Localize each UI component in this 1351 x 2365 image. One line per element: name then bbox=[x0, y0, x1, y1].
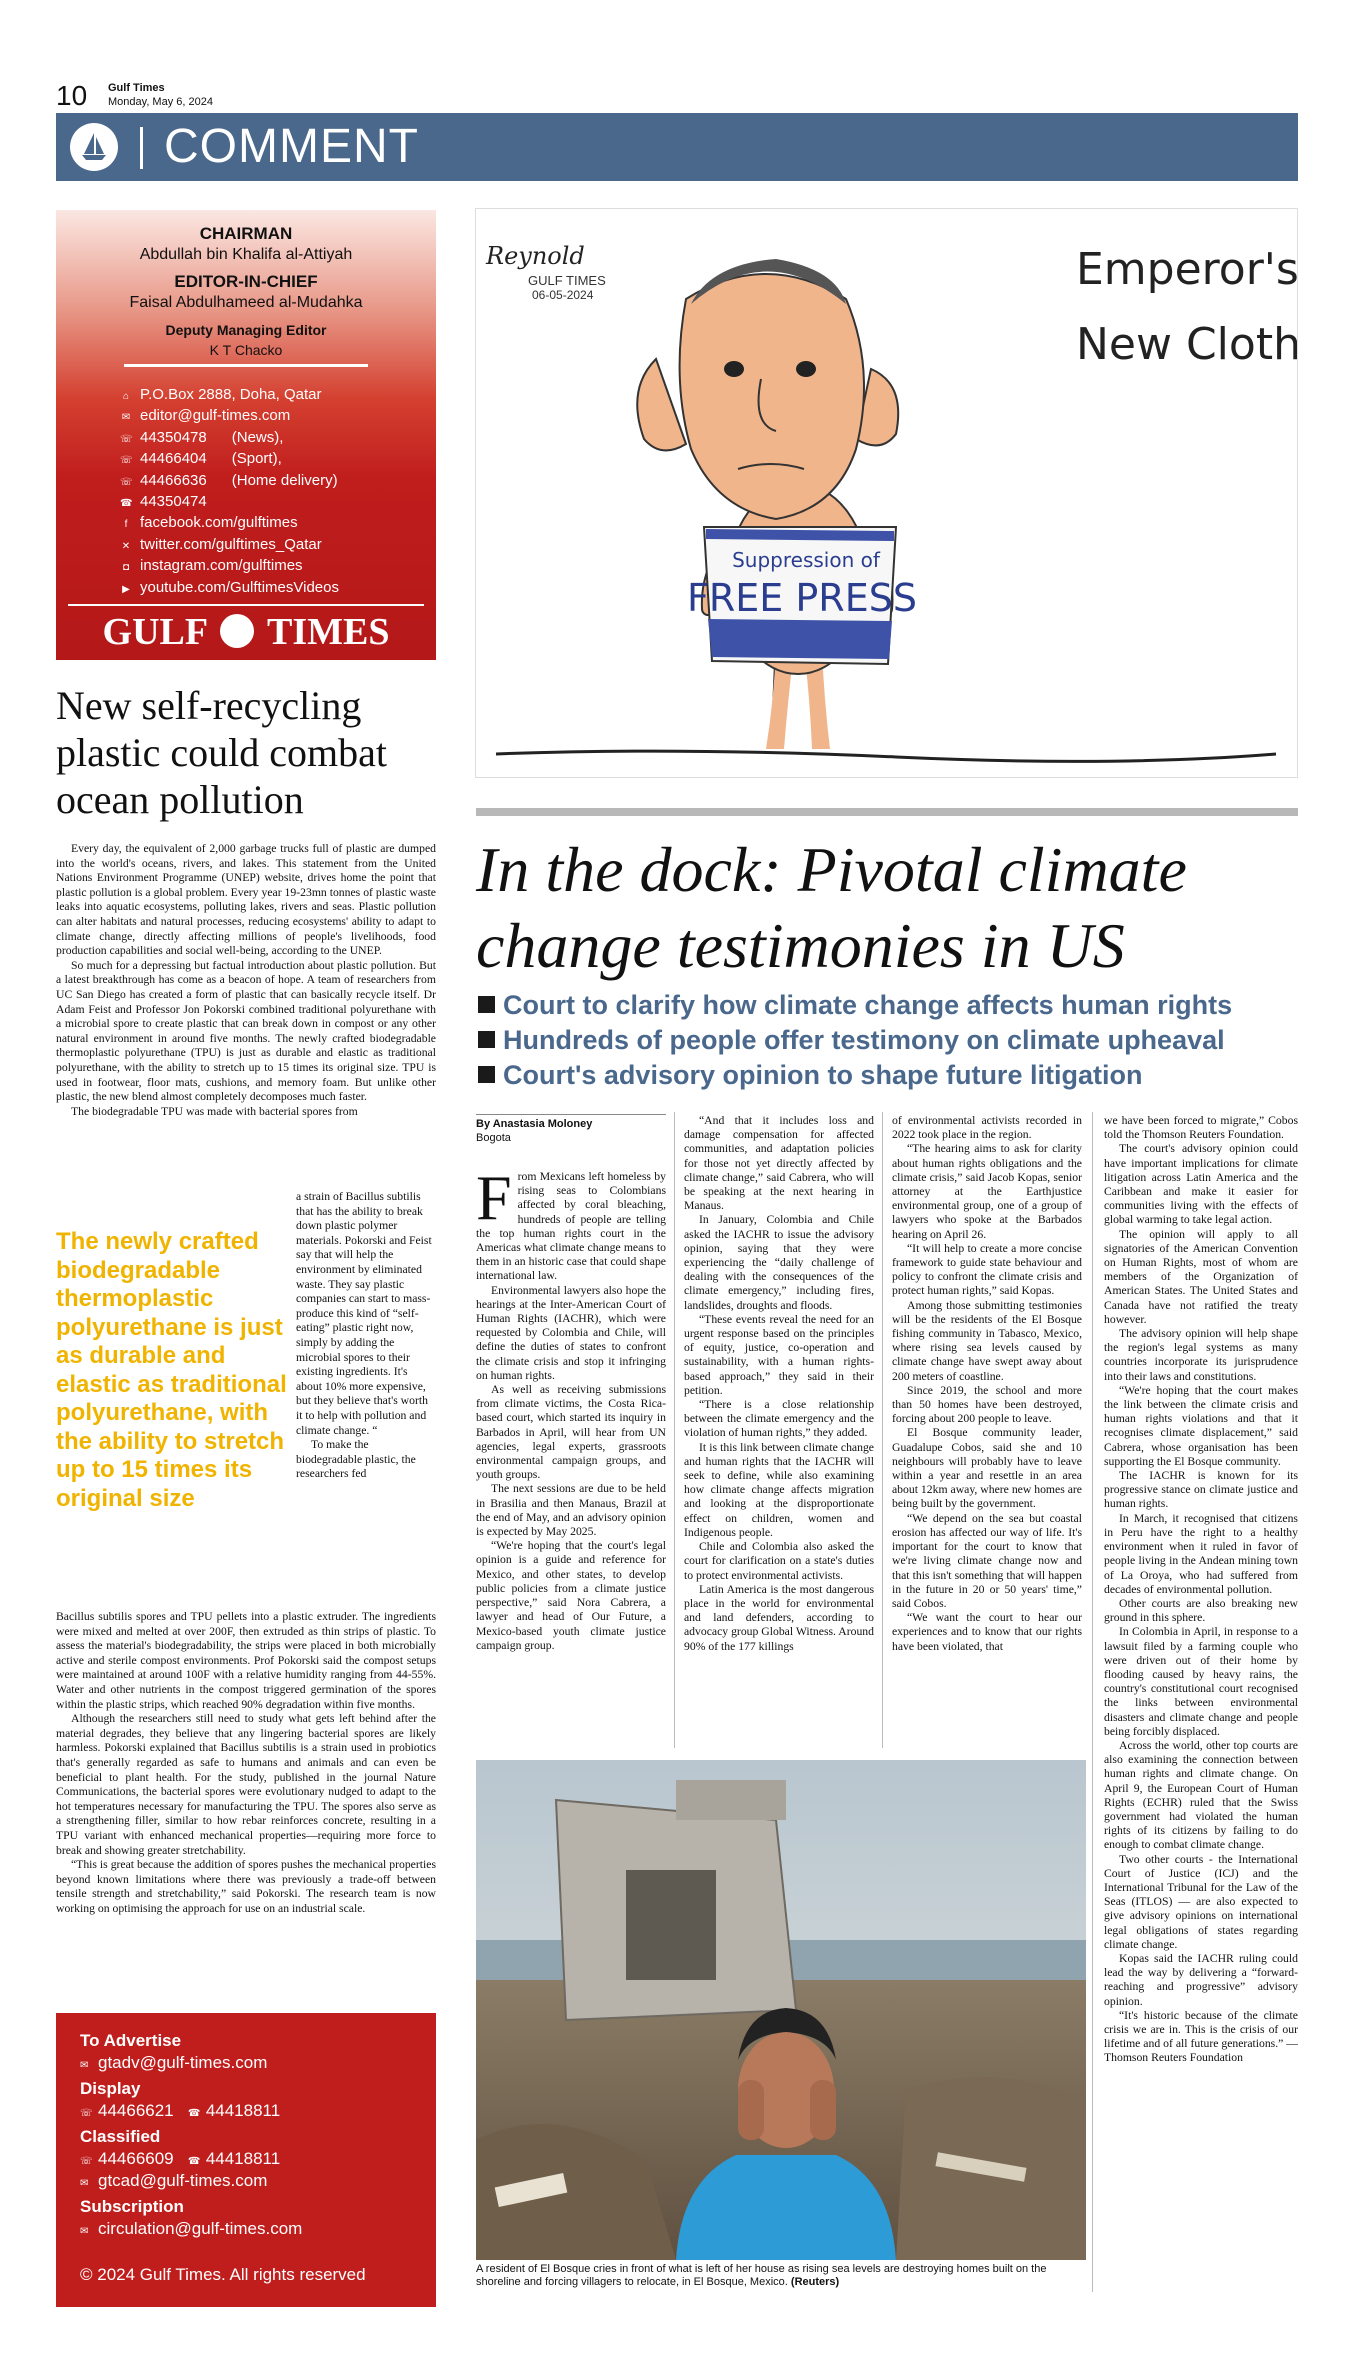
article-para-text: rom Mexicans left homeless by rising seas to Colombians affected by coral bleaching, hundreds of people are telling the top human rights court in the Americas what climate change means to them in an historic case that could shape international law. bbox=[476, 1170, 666, 1283]
article-para: It is this link between climate change and human rights that the IACHR will seek to define, while also examining how climate change affects migration and looking at the disproportionate effect on children, women and Indigenous people. bbox=[684, 1440, 874, 1539]
contact-row bbox=[120, 536, 322, 553]
display-title: Display bbox=[80, 2079, 141, 2098]
article-para: Kopas said the IACHR ruling could lead the way by delivering a “forward-reaching and progressive” advisory opinion. bbox=[1104, 1951, 1298, 2008]
contact-row bbox=[120, 557, 303, 574]
article-para: Environmental lawyers also hope the hearings at the Inter-American Court of Human Rights (IACHR), which were requested by Colombia and Chile, will define the duties of states to confront the climate crisis and stop it infringing on human rights. bbox=[476, 1283, 666, 1382]
section-bar bbox=[56, 113, 1298, 181]
bullet-text: Court to clarify how climate change affects human rights bbox=[503, 990, 1233, 1020]
facebook-icon: f bbox=[124, 519, 128, 531]
phone-icon: ☏ bbox=[120, 476, 133, 488]
left-headline: New self-recycling plastic could combat ocean pollution bbox=[56, 683, 388, 822]
contact-row bbox=[120, 450, 282, 467]
article-para: Among those submitting testimonies will be the residents of the El Bosque fishing community in Tabasco, Mexico, where rising sea levels caused by climate change have swept away about 200 meters of coastline. bbox=[892, 1298, 1082, 1383]
fax-icon: ☎ bbox=[120, 498, 133, 509]
editor-name: Faisal Abdulhameed al-Mudahka bbox=[129, 294, 363, 311]
subscription-email bbox=[80, 2219, 302, 2239]
section-divider bbox=[140, 127, 143, 169]
article-para: “We depend on the sea but coastal erosion has affected our way of life. It's important for the court to know that we're living climate change now and that this isn't something that will happen in the future in 20 or 50 years' time,” said Cobos. bbox=[892, 1511, 1082, 1610]
x-icon: ✕ bbox=[121, 540, 131, 552]
email-icon: ✉ bbox=[121, 412, 131, 424]
subhead-bullet bbox=[478, 1025, 1225, 1056]
chairman-name: Abdullah bin Khalifa al-Attiyah bbox=[139, 246, 353, 263]
left-para: Bacillus subtilis spores and TPU pellets into a plastic extruder. The ingredients were mixed and melted at over 200F, then extruded as thin strips of plastic. To assess the material's biodegradability, the strips were placed in both microbially active and sterile compost environments. Prof Pokorski said the compost setups were maintained at around 100F with a relative humidity ranging from 44-55%. Water and other nutrients in the compost triggered germination of the spores within the plastic strips, which reached 90% degradation within five months. bbox=[56, 1610, 436, 1711]
article-column-3 bbox=[892, 1114, 1082, 1654]
advertise-box bbox=[56, 2013, 436, 2307]
classified-phone: 44466609 bbox=[98, 2149, 174, 2168]
article-para: Chile and Colombia also asked the court for clarification on a state's duties to protect environmental activists. bbox=[684, 1540, 874, 1582]
left-para: Although the researchers still need to study what gets left behind after the material degrades, they believe that any lingering bacterial spores are likely harmless. Pokorski explained that Bacillus subtilis is a strain used in probiotics that's generally regarded as safe to humans and animals and can even be beneficial to plant health. For the study, published in the journal Nature Communications, the bacterial spores were evolutionary nudged to adapt to the hot temperatures necessary for manufacturing the TPU. The spores also serve as a strengthening filler, similar to how rebar reinforces concrete, resulting in a TPU variant with enhanced mechanical properties—requiring more force to break and showing greater stretchability. bbox=[56, 1712, 436, 1857]
article-para: The IACHR is known for its progressive stance on climate justice and human rights. bbox=[1104, 1469, 1298, 1511]
column-rule bbox=[674, 1112, 675, 1748]
article-para: The opinion will apply to all signatories of the American Convention on Human Rights, most of whom are members of the Organization of American States. The United States and Canada have not ratified the treaty however. bbox=[1104, 1227, 1298, 1326]
contact-text: editor@gulf-times.com bbox=[140, 407, 291, 425]
phone-icon: ☏ bbox=[80, 2108, 93, 2119]
email-icon: ✉ bbox=[80, 2178, 89, 2189]
paper-name: Gulf Times bbox=[108, 82, 165, 94]
banner-line2: FREE PRESS bbox=[687, 576, 917, 620]
advertise-title: To Advertise bbox=[80, 2031, 182, 2050]
copyright: © 2024 Gulf Times. All rights reserved bbox=[80, 2265, 366, 2284]
classified-numbers bbox=[80, 2149, 280, 2169]
gulf-times-logo bbox=[56, 610, 436, 654]
article-para: “We're hoping that the court makes the link between the climate crisis and human rights violations and that it recognises climate displacement,” said Cabrera, whose organisation has been supporting the El Bosque community. bbox=[1104, 1383, 1298, 1468]
phone-icon: ☏ bbox=[120, 433, 133, 445]
masthead-box bbox=[56, 210, 436, 660]
deputy-title: Deputy Managing Editor bbox=[165, 322, 327, 338]
advertise-email bbox=[80, 2053, 267, 2073]
article-para: El Bosque community leader, Guadalupe Cobos, said she and 10 neighbours will probably have to leave within a year and resettle in an area about 12km away, where new homes are being built by the government. bbox=[892, 1426, 1082, 1511]
chairman-title: CHAIRMAN bbox=[199, 224, 293, 243]
section-title: COMMENT bbox=[164, 120, 419, 173]
article-para bbox=[476, 1162, 666, 1284]
contact-text: 44350474 bbox=[140, 493, 207, 510]
subscription-email-text: circulation@gulf-times.com bbox=[98, 2219, 303, 2238]
caption-credit: (Reuters) bbox=[790, 2276, 840, 2288]
contact-row bbox=[120, 514, 298, 531]
masthead-divider bbox=[124, 364, 368, 367]
cartoon-title-line2: New Cloth bbox=[1076, 319, 1297, 370]
contact-text: instagram.com/gulftimes bbox=[140, 557, 303, 575]
byline: By Anastasia Moloney bbox=[476, 1118, 593, 1130]
article-para: Two other courts - the International Court of Justice (ICJ) and the International Tribunal for the Law of the Seas (ITLOS) — are also expected to give advisory opinions on international legal obligations of states regarding climate change. bbox=[1104, 1852, 1298, 1951]
article-column-1 bbox=[476, 1162, 666, 1653]
article-para: of environmental activists recorded in 2022 took place in the region. bbox=[892, 1114, 1082, 1142]
display-phone: 44466621 bbox=[98, 2101, 174, 2120]
bullet-square-icon bbox=[478, 1031, 495, 1048]
left-para: Every day, the equivalent of 2,000 garbage trucks full of plastic are dumped into the world's oceans, rivers, and lakes. This statement from the United Nations Environment Programme (UNEP) website, drives home the point that plastic pollution is a global problem. Every year 19-23mn tonnes of plastic waste leaks into aquatic ecosystems, polluting lakes, rivers and seas. Plastic pollution can alter habitats and natural processes, reducing ecosystems' ability to adapt to climate change, directly affecting millions of people's livelihoods, food production capabilities and social well-being, according to the UNEP. bbox=[56, 842, 436, 958]
email-icon: ✉ bbox=[80, 2060, 89, 2071]
bullet-text: Hundreds of people offer testimony on climate upheaval bbox=[503, 1025, 1225, 1055]
left-para: To make the biodegradable plastic, the researchers fed bbox=[296, 1438, 416, 1481]
logo-gulf: GULF bbox=[102, 611, 207, 653]
article-para: Across the world, other top courts are also examining the connection between human rights and climate change. On April 9, the European Court of Human Rights (ECHR) ruled that the Swiss government had violated the human rights of its citizens by failing to do enough to combat climate change. bbox=[1104, 1738, 1298, 1852]
cartoon-title-line1: Emperor's bbox=[1076, 244, 1297, 295]
article-para: Since 2019, the school and more than 50 homes have been destroyed, forcing about 200 people to leave. bbox=[892, 1383, 1082, 1426]
article-para: In March, it recognised that citizens in Peru have the right to a healthy environment when it ruled in favor of people living in the Andean mining town of La Oroya, who had suffered from decades of environmental pollution. bbox=[1104, 1511, 1298, 1596]
cartoon-drawing bbox=[476, 209, 1297, 777]
page-number: 10 bbox=[56, 80, 88, 111]
editorial-cartoon bbox=[475, 208, 1298, 778]
dateline: Bogota bbox=[476, 1132, 511, 1144]
left-article-side bbox=[296, 1190, 436, 1482]
article-para: “And that it includes loss and damage compensation for affected communities, and adaptation policies for those not yet directly affected by climate change,” said Cabrera, who will be speaking at the next hearing in Manaus. bbox=[684, 1114, 874, 1213]
advertise-email-text: gtadv@gulf-times.com bbox=[98, 2053, 268, 2072]
photo-caption bbox=[476, 2263, 1086, 2289]
left-para: So much for a depressing but factual introduction about plastic pollution. But a latest breakthrough has come as a beacon of hope. A team of researchers from UC San Diego has created a form of plastic that can basically recycle itself. Dr Adam Feist and Professor Jon Pokorski combined traditional polyurethane with a microbial spore to create plastic that can break down in compost or any other natural environment in around five months. The newly crafted biodegradable thermoplastic polyurethane (TPU) is just as durable and elastic as traditional polyurethane, with the ability to stretch up to 15 times its original size. TPU is used in footwear, floor mats, cushions, and memory foam. But unlike other plastic, the new blend almost completely decomposes much faster. bbox=[56, 958, 436, 1104]
column-rule bbox=[1092, 1112, 1093, 2292]
headline-rule bbox=[476, 808, 1298, 816]
article-para: we have been forced to migrate,” Cobos told the Thomson Reuters Foundation. bbox=[1104, 1114, 1298, 1142]
banner-line1: Suppression of bbox=[732, 548, 880, 572]
news-photo bbox=[476, 1760, 1086, 2260]
left-para: The biodegradable TPU was made with bacterial spores from bbox=[71, 1104, 358, 1118]
ship-logo-icon bbox=[70, 123, 118, 171]
article-para: “These events reveal the need for an urgent response based on the principles of equity, justice, co-operation and sustainability, with a human rights-based approach,” they said in their petition. bbox=[684, 1312, 874, 1397]
contact-row bbox=[120, 429, 283, 446]
column-rule bbox=[882, 1112, 883, 1748]
article-para: “There is a close relationship between the climate emergency and the violation of human rights,” they added. bbox=[684, 1398, 874, 1440]
byline-rule bbox=[476, 1114, 666, 1115]
article-para: “It's historic because of the climate crisis we are in. This is the crisis of our lifetime and of all future generations.” — Thomson Reuters Foundation bbox=[1104, 2008, 1298, 2065]
contact-text: twitter.com/gulftimes_Qatar bbox=[140, 535, 322, 553]
contact-row bbox=[120, 579, 339, 596]
article-column-2 bbox=[684, 1114, 874, 1654]
contact-text: 44466404 (Sport), bbox=[140, 450, 282, 468]
contact-text: youtube.com/GulftimesVideos bbox=[140, 578, 339, 596]
article-para: The next sessions are due to be held in Brasilia and then Manaus, Brazil at the end of May, and an advisory opinion is expected by May 2025. bbox=[476, 1482, 666, 1539]
contact-row bbox=[120, 386, 322, 403]
caption-text: A resident of El Bosque cries in front of what is left of her house as rising sea levels are destroying homes built on the shoreline and forcing villagers to relocate, in El Bosque, Mexico. bbox=[476, 2263, 1047, 2288]
article-para: “We want the court to hear our experiences and to know that our rights have been violated, that bbox=[892, 1611, 1082, 1653]
article-para: Latin America is the most dangerous place in the world for environmental and land defenders, according to advocacy group Global Witness. Around 90% of the 177 killings bbox=[684, 1582, 874, 1653]
classified-email bbox=[80, 2171, 267, 2191]
contact-row bbox=[120, 472, 338, 489]
contact-row bbox=[120, 407, 290, 424]
youtube-icon: ▶ bbox=[122, 583, 130, 595]
cartoonist-signature: Reynold bbox=[486, 242, 585, 270]
article-para: The court's advisory opinion could have important implications for climate litigation across Latin America and the Caribbean and make it easier for communities living with the effects of global warming to take legal action. bbox=[1104, 1142, 1298, 1227]
left-para: a strain of Bacillus subtilis that has the ability to break down plastic polymer materials. Pokorski and Feist say that will help the environment by eliminated waste. They say plastic companies can start to mass-produce this kind of “self-eating” plastic right now, simply by adding the microbial spores to their existing ingredients. It's about 10% more expensive, but they believe that's worth it to help with pollution and climate change. “ bbox=[296, 1190, 432, 1437]
bullet-square-icon bbox=[478, 996, 495, 1013]
subhead-bullet bbox=[478, 1060, 1142, 1091]
issue-date: Monday, May 6, 2024 bbox=[108, 96, 213, 108]
phone-icon: ☏ bbox=[80, 2156, 93, 2167]
classified-email-text: gtcad@gulf-times.com bbox=[98, 2171, 268, 2190]
classified-title: Classified bbox=[80, 2127, 161, 2146]
article-para: The advisory opinion will help shape the region's legal systems as many countries incorporate its jurisprudence into their laws and constitutions. bbox=[1104, 1327, 1298, 1383]
editor-title: EDITOR-IN-CHIEF bbox=[174, 272, 318, 291]
logo-ship-icon bbox=[220, 614, 254, 648]
drop-cap: F bbox=[476, 1162, 512, 1233]
logo-times: TIMES bbox=[267, 611, 390, 653]
main-headline: In the dock: Pivotal climate change testimonies in US bbox=[476, 834, 1187, 981]
left-article-bottom bbox=[56, 1610, 436, 1916]
article-para: In Colombia in April, in response to a lawsuit filed by a farming couple who were driven out of their home by flooding caused by heavy rains, the country's constitutional court recognised the links between environmental disasters and climate change and people being forcibly displaced. bbox=[1104, 1625, 1298, 1738]
contact-text: 44350478 (News), bbox=[140, 428, 284, 446]
contact-row bbox=[120, 493, 207, 510]
home-icon: ⌂ bbox=[122, 391, 130, 402]
instagram-icon: ◘ bbox=[122, 562, 130, 574]
signature-paper: GULF TIMES bbox=[528, 273, 606, 288]
display-numbers bbox=[80, 2101, 280, 2121]
bullet-square-icon bbox=[478, 1066, 495, 1083]
fax-icon: ☎ bbox=[187, 2108, 201, 2119]
signature-date: 06-05-2024 bbox=[532, 288, 594, 302]
pull-quote: The newly crafted biodegradable thermoplastic polyurethane is just as durable and elastic as traditional polyurethane, with the ability to stretch up to 15 times its original size bbox=[56, 1228, 287, 1512]
left-article-top bbox=[56, 842, 436, 1119]
phone-icon: ☏ bbox=[120, 455, 133, 467]
email-icon: ✉ bbox=[80, 2226, 89, 2237]
article-para: Other courts are also breaking new ground in this sphere. bbox=[1104, 1596, 1298, 1625]
contact-text: facebook.com/gulftimes bbox=[140, 514, 298, 532]
article-para: “It will help to create a more concise framework to guide state behaviour and policy to confront the climate crisis and protect human rights,” said Kopas. bbox=[892, 1241, 1082, 1298]
article-para: In January, Colombia and Chile asked the IACHR to issue the advisory opinion, saying that they were experiencing the “daily challenge of dealing with the consequences of the climate emergency,” including fires, landslides, droughts and floods. bbox=[684, 1213, 874, 1312]
photo-illustration bbox=[476, 1760, 1086, 2260]
classified-fax: 44418811 bbox=[205, 2149, 281, 2168]
bullet-text: Court's advisory opinion to shape future litigation bbox=[503, 1060, 1143, 1090]
contact-text: P.O.Box 2888, Doha, Qatar bbox=[140, 386, 322, 403]
article-para: “We're hoping that the court's legal opinion is a guide and reference for Mexico, and other states, to develop public policies from a climate justice perspective,” said Nora Cabrera, a lawyer and head of Our Future, a Mexico-based youth climate justice campaign group. bbox=[476, 1539, 666, 1652]
contact-text: 44466636 (Home delivery) bbox=[140, 471, 338, 489]
article-para: “The hearing aims to ask for clarity about human rights obligations and the climate crisis,” said Jacob Kopas, senior attorney at the Earthjustice environmental group, one of a group of lawyers who spoke at the Barbados hearing on April 26. bbox=[892, 1142, 1082, 1241]
subscription-title: Subscription bbox=[80, 2197, 184, 2216]
fax-icon: ☎ bbox=[187, 2156, 201, 2167]
deputy-name: K T Chacko bbox=[209, 342, 283, 358]
article-column-4 bbox=[1104, 1114, 1298, 2066]
logo-rule bbox=[68, 604, 424, 606]
display-fax: 44418811 bbox=[205, 2101, 281, 2120]
left-para: “This is great because the addition of spores pushes the mechanical properties beyond known limitations where there was previously a trade-off between tensile strength and stretchability,” said Pokorski. The research team is now working on optimising the approach for use on an industrial scale. bbox=[56, 1858, 436, 1915]
subhead-bullet bbox=[478, 990, 1232, 1021]
article-para: As well as receiving submissions from climate victims, the Costa Rica-based court, which started its inquiry in Barbados in April, will hear from UN agencies, legal experts, grassroots environmental campaign groups, and youth groups. bbox=[476, 1383, 666, 1482]
